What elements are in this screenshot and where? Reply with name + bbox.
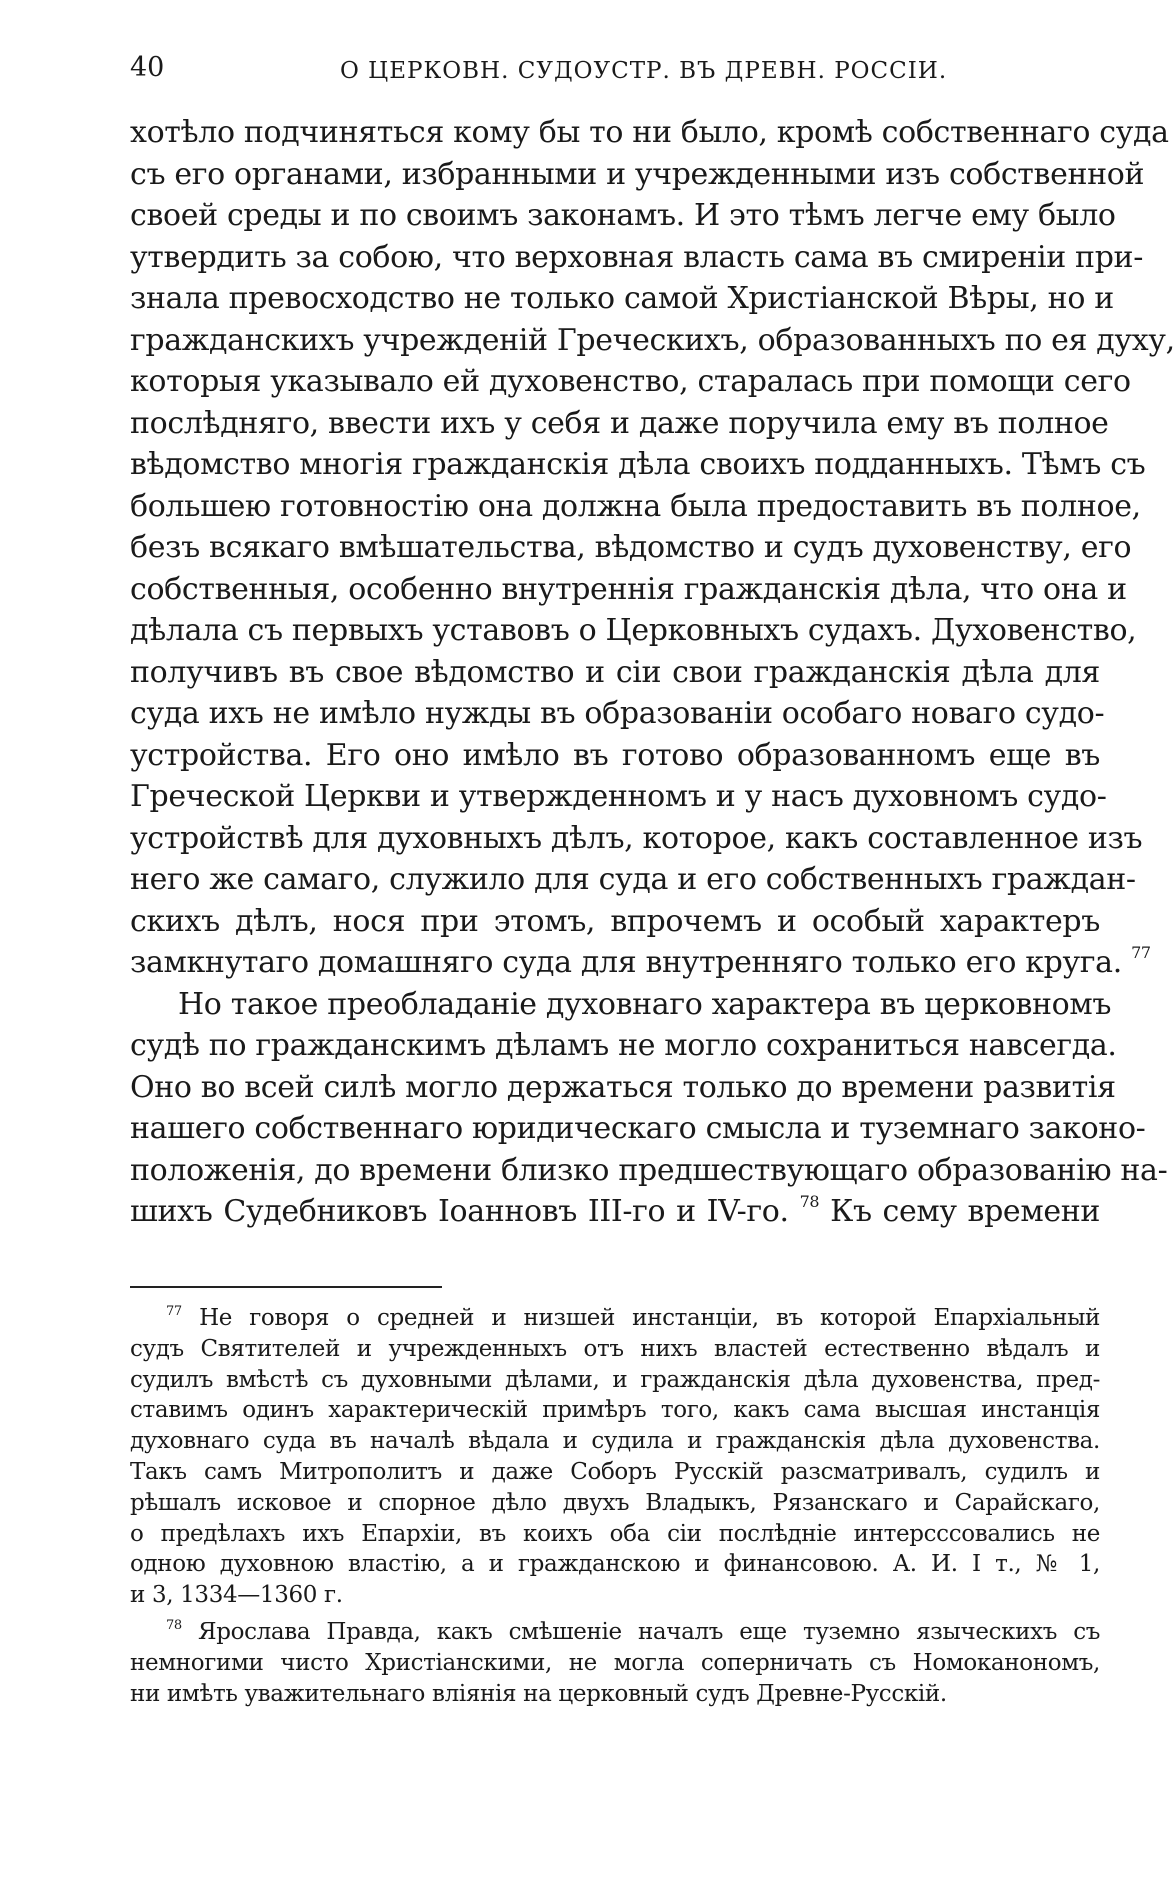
footnote-77-line: рѣшалъ исковое и спорное дѣло двухъ Владыкъ, Рязанскаго и Сарайскаго, xyxy=(130,1489,1100,1516)
footnote-77-line: ставимъ одинъ характерическій примѣръ того, какъ сама высшая инстанція xyxy=(130,1397,1100,1424)
text-line-with-note-78 xyxy=(130,1191,1100,1233)
text-line: которыя указывало ей духовенство, старалась при помощи сего xyxy=(130,364,1131,399)
text-line: положенія, до времени близко предшествующаго образованію на- xyxy=(130,1152,1168,1188)
footnote-77-mark: 77 xyxy=(166,1304,182,1319)
text-line: собственныя, особенно внутреннія гражданскія дѣла, что она и xyxy=(130,571,1127,607)
footnote-77-line: Такъ самъ Митрополитъ и даже Соборъ Русскій разсматривалъ, судилъ и xyxy=(130,1458,1100,1485)
text-line: знала превосходство не только самой Христіанской Вѣры, но и xyxy=(130,281,1114,316)
page-number: 40 xyxy=(130,52,165,83)
footnote-78-line: ни имѣть уважительнаго вліянія на церковный судъ Древне-Русскій. xyxy=(130,1680,947,1707)
main-text xyxy=(130,112,1175,1233)
text-line: дѣлала съ первыхъ уставовъ о Церковныхъ судахъ. Духовенство, xyxy=(130,613,1137,648)
text-line: гражданскихъ учрежденій Греческихъ, образованныхъ по ея духу, xyxy=(130,322,1175,358)
text-line: получивъ въ свое вѣдомство и сіи свои гражданскія дѣла для xyxy=(130,654,1100,690)
text-span: Къ сему времени xyxy=(830,1194,1101,1229)
text-span: Ярослава Правда, какъ смѣшеніе началъ еще туземно языческихъ съ xyxy=(198,1618,1101,1645)
text-line: съ его органами, избранными и учрежденными изъ собственной xyxy=(130,156,1145,192)
text-line: безъ всякаго вмѣшательства, вѣдомство и судъ духовенству, его xyxy=(130,530,1132,565)
footnote-78-line: немногими чисто Христіанскими, не могла соперничать съ Номоканономъ, xyxy=(130,1649,1100,1676)
text-line: судѣ по гражданскимъ дѣламъ не могло сохраниться навсегда. xyxy=(130,1028,1117,1063)
text-line: утвердить за собою, что верховная власть сама въ смиреніи при- xyxy=(130,239,1143,275)
footnotes xyxy=(130,1303,1100,1709)
footnote-78-mark: 78 xyxy=(166,1617,182,1633)
text-line: устройства. Его оно имѣло въ готово образованномъ еще въ xyxy=(130,737,1100,773)
footnote-divider xyxy=(130,1286,442,1288)
footnote-ref-78[interactable]: 78 xyxy=(799,1192,820,1211)
text-span: шихъ Судебниковъ Іоанновъ III-го и IV-го. xyxy=(130,1194,789,1229)
text-line: большею готовностію она должна была предоставить въ полное, xyxy=(130,488,1141,524)
footnote-77-line: одною духовною властію, а и гражданскою и финансовою. А. И. І т., № 1, xyxy=(130,1551,1100,1578)
text-span: Не говоря о средней и низшей инстанціи, въ которой Епархіальный xyxy=(199,1305,1101,1331)
text-line-with-note-77 xyxy=(130,942,1151,984)
page-header xyxy=(130,50,1100,100)
text-line: нашего собственнаго юридическаго смысла и туземнаго законо- xyxy=(130,1111,1146,1146)
text-line: Оно во всей силѣ могло держаться только до времени развитія xyxy=(130,1069,1116,1105)
text-line: суда ихъ не имѣло нужды въ образованіи особаго новаго судо- xyxy=(130,696,1105,731)
footnote-77-line xyxy=(130,1303,1100,1334)
paragraph-start-line: Но такое преобладаніе духовнаго характера въ церковномъ xyxy=(178,986,1112,1022)
text-line: послѣдняго, ввести ихъ у себя и даже поручила ему въ полное xyxy=(130,405,1109,441)
footnote-78-line xyxy=(130,1617,1100,1648)
text-line: Греческой Церкви и утвержденномъ и у насъ духовномъ судо- xyxy=(130,779,1107,814)
text-line: своей среды и по своимъ законамъ. И это тѣмъ легче ему было xyxy=(130,198,1116,233)
footnote-77-line: и 3, 1334—1360 г. xyxy=(130,1582,343,1609)
text-line: хотѣло подчиняться кому бы то ни было, кромѣ собственнаго суда xyxy=(130,115,1169,150)
text-line: устройствѣ для духовныхъ дѣлъ, которое, какъ составленное изъ xyxy=(130,820,1143,856)
footnote-ref-77[interactable]: 77 xyxy=(1131,943,1151,962)
text-line: вѣдомство многія гражданскія дѣла своихъ подданныхъ. Тѣмъ съ xyxy=(130,447,1146,482)
text-line: него же самаго, служило для суда и его собственныхъ граждан- xyxy=(130,862,1136,897)
footnote-77-line: о предѣлахъ ихъ Епархіи, въ коихъ оба сіи послѣдніе интерсссовались не xyxy=(130,1520,1100,1547)
text-span: замкнутаго домашняго суда для внутренняго только его круга. xyxy=(130,945,1122,980)
running-head: О ЦЕРКОВН. СУДОУСТР. ВЪ ДРЕВН. РОССІИ. xyxy=(340,58,948,84)
footnote-77-line: судъ Святителей и учрежденныхъ отъ нихъ властей естественно вѣдалъ и xyxy=(130,1335,1100,1362)
text-line: скихъ дѣлъ, нося при этомъ, впрочемъ и особый характеръ xyxy=(130,903,1100,939)
footnote-77-line: духовнаго суда въ началѣ вѣдала и судила и гражданскія дѣла духовенства. xyxy=(130,1428,1100,1455)
footnote-77-line: судилъ вмѣстѣ съ духовными дѣлами, и гражданскія дѣла духовенства, пред- xyxy=(130,1366,1100,1393)
